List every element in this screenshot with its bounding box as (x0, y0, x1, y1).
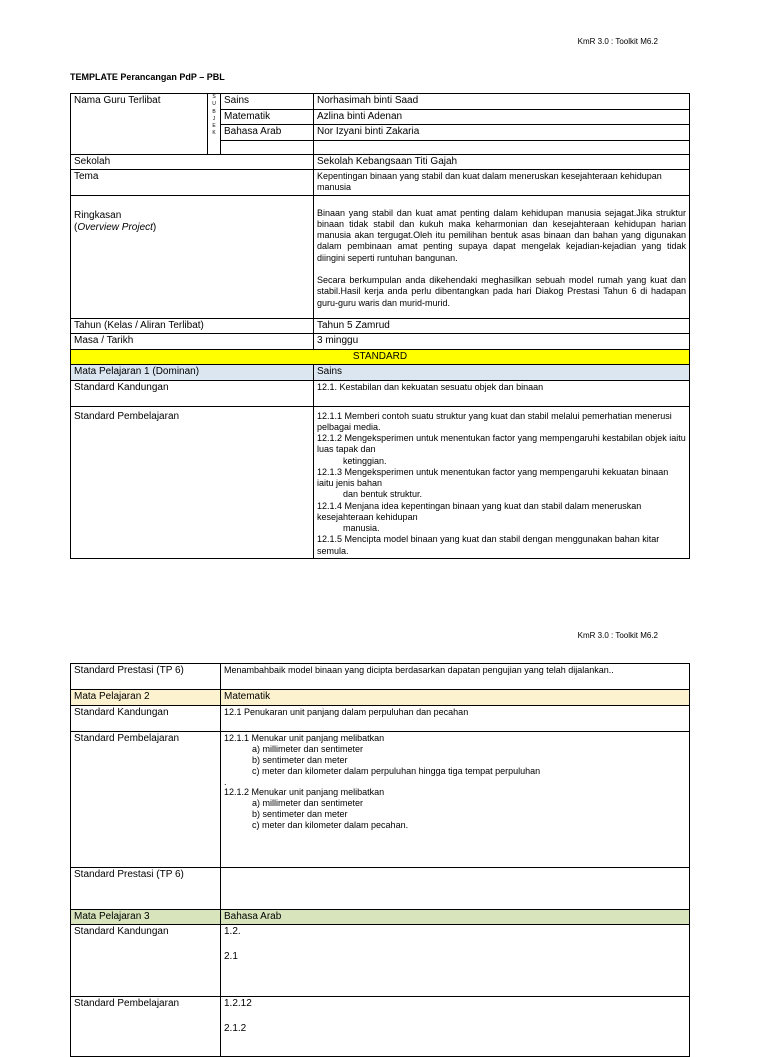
sp1-item: 12.1.2 Mengeksperimen untuk menentukan factor yang mempengaruhi kestabilan objek iaitu luas tapak dan (317, 433, 686, 455)
list-item: a) millimeter dan sentimeter (252, 797, 364, 808)
subject-cell (221, 140, 314, 154)
tema-value: Kepentingan binaan yang stabil dan kuat dalam meneruskan kesejahteraan kehidupan manusia (314, 170, 690, 196)
mp2-label: Mata Pelajaran 2 (71, 690, 221, 706)
teacher-cell (314, 140, 690, 154)
sp1-item: 12.1.4 Menjana idea kepentingan binaan yang kuat dan stabil dalam meneruskan kesejahteraan kehidupan (317, 500, 642, 522)
subject-cell: Bahasa Arab (221, 125, 314, 141)
tema-label: Tema (71, 170, 314, 196)
teacher-cell: Norhasimah binti Saad (314, 94, 690, 110)
masa-label: Masa / Tarikh (71, 334, 314, 350)
sp1-item: 12.1.5 Mencipta model binaan yang kuat dan stabil dengan menggunakan bahan kitar semula. (317, 534, 660, 556)
sp2-value: 12.1.1 Menukar unit panjang melibatkan a) millimeter dan sentimeter b) sentimeter dan meter c) meter dan kilometer dalam perpuluhan hingga tiga tempat perpuluhan . 12.1.2 Menukar unit panjang melibatkan a) millimeter dan sentimeter b) sentimeter dan meter c) meter dan kilometer dalam pecahan. (221, 731, 690, 867)
sk2-value: 12.1 Penukaran unit panjang dalam perpuluhan dan pecahan (221, 705, 690, 731)
spr1-label: Standard Prestasi (TP 6) (71, 664, 221, 690)
spr2-label: Standard Prestasi (TP 6) (71, 867, 221, 909)
sp3-value: 1.2.12 2.1.2 (221, 997, 690, 1057)
subject-cell: Sains (221, 94, 314, 110)
list-item: b) sentimeter dan meter (252, 809, 348, 819)
sk1-value: 12.1. Kestabilan dan kekuatan sesuatu objek dan binaan (314, 380, 690, 406)
sp1-label: Standard Pembelajaran (71, 406, 314, 558)
sekolah-label: Sekolah (71, 154, 314, 170)
list-item: c) meter dan kilometer dalam perpuluhan hingga tiga tempat perpuluhan (252, 766, 541, 777)
list-item: a) millimeter dan sentimeter (252, 743, 364, 754)
mp3-label: Mata Pelajaran 3 (71, 909, 221, 925)
sk2-label: Standard Kandungan (71, 705, 221, 731)
plan-table-page2 (70, 663, 690, 1057)
sk3-label: Standard Kandungan (71, 925, 221, 997)
standard-header: STANDARD (71, 349, 690, 365)
page-header: KmR 3.0 : Toolkit M6.2 (577, 631, 658, 640)
ringkasan-label: Ringkasan (Overview Project) (71, 195, 314, 318)
tahun-label: Tahun (Kelas / Aliran Terlibat) (71, 318, 314, 334)
ringkasan-value: Binaan yang stabil dan kuat amat penting dalam kehidupan manusia sejagat.Jika struktur binaan tidak stabil dan kukuh maka keharmonian dan kesejahteraan kehidupan harian manusia akan tergugat.Oleh itu pemilihan bentuk asas binaan dan bahan yang digunakan dalam pembinaan amat penting supaya dapat mengelak kejadian-kejadian yang tidak diingini seperti runtuhan bangunan. Secara berkumpulan anda dikehendaki meghasilkan sebuah model rumah yang kuat dan stabil.Hasil kerja anda perlu dibentangkan pada hari Diakog Prestasi Tahun 6 di hadapan guru-guru waris dan murid-murid. (314, 195, 690, 318)
sp1-value: 12.1.1 Memberi contoh suatu struktur yang kuat dan stabil melalui pemerhatian menerusi pelbagai media. 12.1.2 Mengeksperimen untuk menentukan factor yang mempengaruhi kestabilan objek iaitu luas tapak dan ketinggian. 12.1.3 Mengeksperimen untuk menentukan factor yang mempengaruhi kekuatan binaan iaitu jenis bahan dan bentuk struktur. 12.1.4 Menjana idea kepentingan binaan yang kuat dan stabil dalam meneruskan kesejahteraan kehidupan manusia. 12.1.5 Mencipta model binaan yang kuat dan stabil dengan menggunakan bahan kitar semula. (314, 406, 690, 558)
document-title: TEMPLATE Perancangan PdP – PBL (70, 72, 225, 82)
spr2-value (221, 867, 690, 909)
sekolah-value: Sekolah Kebangsaan Titi Gajah (314, 154, 690, 170)
sp1-item: 12.1.1 Memberi contoh suatu struktur yang kuat dan stabil melalui pemerhatian menerusi pelbagai media. (317, 410, 672, 432)
sp3-label: Standard Pembelajaran (71, 997, 221, 1057)
spr1-value: Menambahbaik model binaan yang dicipta berdasarkan dapatan pengujian yang telah dijalankan.. (221, 664, 690, 690)
sk3-value: 1.2. 2.1 (221, 925, 690, 997)
teacher-cell: Nor Izyani binti Zakaria (314, 125, 690, 141)
sp1-item: 12.1.3 Mengeksperimen untuk menentukan factor yang mempengaruhi kekuatan binaan iaitu jenis bahan (317, 466, 669, 488)
mp1-label: Mata Pelajaran 1 (Dominan) (71, 365, 314, 381)
masa-value: 3 minggu (314, 334, 690, 350)
mp2-value: Matematik (221, 690, 690, 706)
mp1-value: Sains (314, 365, 690, 381)
sk1-label: Standard Kandungan (71, 380, 314, 406)
guru-label: Nama Guru Terlibat (71, 94, 208, 155)
page-header: KmR 3.0 : Toolkit M6.2 (577, 37, 658, 46)
list-item: c) meter dan kilometer dalam pecahan. (252, 820, 409, 831)
sp2-label: Standard Pembelajaran (71, 731, 221, 867)
mp3-value: Bahasa Arab (221, 909, 690, 925)
subjek-vertical-label: S U B J E K (208, 94, 221, 155)
plan-table-page1 (70, 93, 690, 559)
list-item: b) sentimeter dan meter (252, 755, 348, 765)
tahun-value: Tahun 5 Zamrud (314, 318, 690, 334)
teacher-cell: Azlina binti Adenan (314, 109, 690, 125)
subject-cell: Matematik (221, 109, 314, 125)
